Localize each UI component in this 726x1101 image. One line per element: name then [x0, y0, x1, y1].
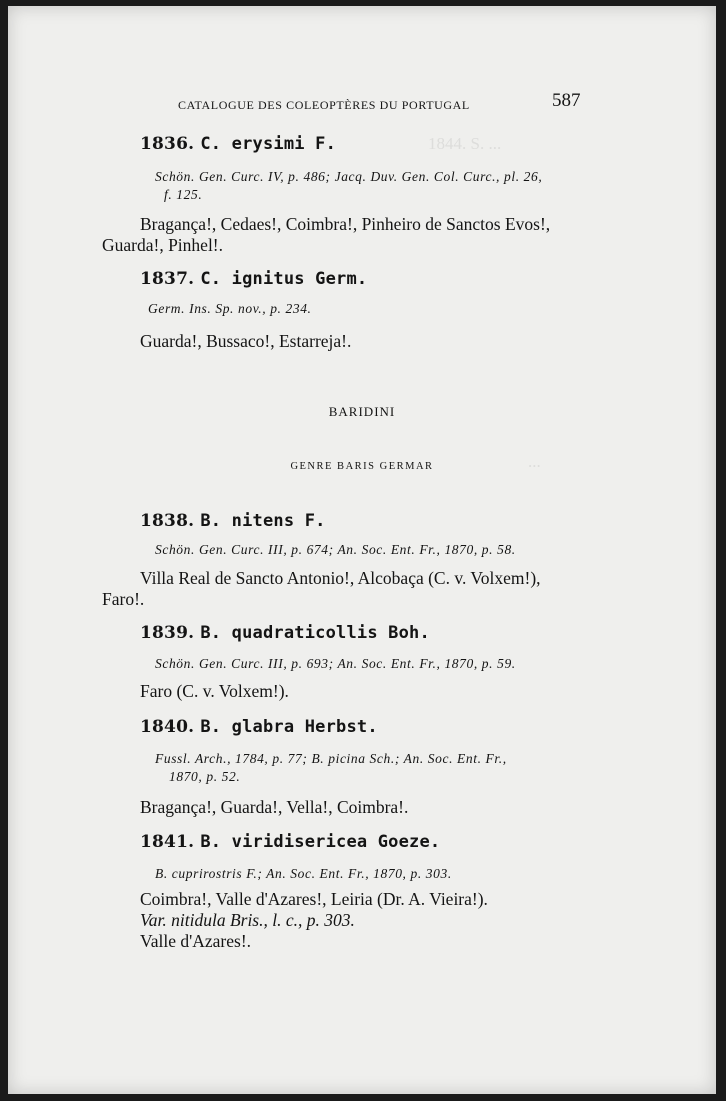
entry-locality-line: Faro!. — [102, 589, 145, 609]
entry-locality-line: Coimbra!, Valle d'Azares!, Leiria (Dr. A. Vieira!). — [140, 889, 488, 909]
entry-reference-line: Schön. Gen. Curc. III, p. 693; An. Soc. Ent. Fr., 1870, p. 59. — [155, 656, 516, 671]
genre-title: GENRE BARIS GERMAR — [290, 461, 434, 472]
entry-locality-line: Guarda!, Pinhel!. — [102, 235, 224, 255]
entry-locality-line: Faro (C. v. Volxem!). — [140, 681, 289, 701]
entry-locality-line: Bragança!, Cedaes!, Coimbra!, Pinheiro de Sanctos Evos!, — [140, 214, 551, 234]
entry-reference-line: Fussl. Arch., 1784, p. 77; B. picina Sch.; An. Soc. Ent. Fr., — [155, 751, 507, 766]
entry-heading — [140, 623, 430, 643]
section-title: BARIDINI — [328, 404, 396, 419]
entry-heading — [140, 511, 326, 531]
entry-heading — [140, 717, 378, 737]
entry-name: B. viridisericea Goeze. — [200, 832, 441, 852]
entry-heading — [140, 832, 440, 852]
entry-reference-line: Schön. Gen. Curc. III, p. 674; An. Soc. Ent. Fr., 1870, p. 58. — [155, 542, 516, 557]
entry-locality-line: Bragança!, Guarda!, Vella!, Coimbra!. — [140, 797, 409, 817]
running-head-title: CATALOGUE DES COLEOPTÈRES DU PORTUGAL — [178, 98, 470, 112]
entry-locality-line: Guarda!, Bussaco!, Estarreja!. — [140, 331, 352, 351]
entry-name: B. nitens F. — [200, 511, 326, 531]
page-number: 587 — [552, 90, 581, 111]
entry-locality-line: Villa Real de Sancto Antonio!, Alcobaça (C. v. Volxem!), — [140, 568, 541, 588]
document-page: 1844. S. ... ... CATALOGUE DES COLEOPTÈRES DU PORTUGAL 587 1836. C. erysimi F. Schön. Gen. Curc. IV, p. 486; Jacq. Duv. Gen. Col. Curc., pl. 26, f. 125. Bragança!, Cedaes!, Coimbra!, Pinheiro de Sanctos Evos!, Guarda!, Pinhel!. 1837. C. ignitus Germ. Germ. Ins. Sp. nov., p. 234. Guarda!, Bussaco!, Estarreja!. BARIDINI GENRE BARIS GERMAR 1838. B. nitens F. Schön. Gen. Curc. III, p. 674; An. Soc. Ent. Fr., 1870, p. 58. Villa Real de Sancto Antonio!, Alcobaça (C. v. Volxem!), Faro!. 1839. B. quadraticollis Boh. Schön. Gen. Curc. III, p. 693; An. Soc. Ent. Fr., 1870, p. 59. Faro (C. v. Volxem!). 1840. B. glabra Herbst. Fussl. Arch., 1784, p. 77; B. picina Sch.; An. Soc. Ent. Fr., 1870, p. 52. Bragança!, Guarda!, Vella!, Coimbra!. 1841. B. viridisericea Goeze. B. cuprirostris F.; An. Soc. Ent. Fr., 1870, p. 303. Coimbra!, Valle d'Azares!, Leiria (Dr. A. Vieira!). Var. nitidula Bris., l. c., p. 303. Valle d'Azares!. — [8, 6, 716, 1094]
entry-number: 1838. — [140, 511, 195, 531]
entry-reference-line: 1870, p. 52. — [169, 769, 241, 784]
entry-reference-line: Germ. Ins. Sp. nov., p. 234. — [148, 301, 312, 316]
entry-heading — [140, 134, 336, 154]
entry-number: 1836. — [140, 134, 195, 154]
entry-heading — [140, 269, 367, 289]
entry-reference-line: f. 125. — [164, 187, 203, 202]
entry-reference-line: B. cuprirostris F.; An. Soc. Ent. Fr., 1870, p. 303. — [155, 866, 452, 881]
entry-name: B. glabra Herbst. — [200, 717, 378, 737]
entry-reference-line: Schön. Gen. Curc. IV, p. 486; Jacq. Duv. Gen. Col. Curc., pl. 26, — [155, 169, 543, 184]
entry-number: 1840. — [140, 717, 195, 737]
entry-name: C. erysimi F. — [200, 134, 337, 154]
entry-number: 1841. — [140, 832, 195, 852]
entry-name: B. quadraticollis Boh. — [200, 623, 430, 643]
entry-number: 1839. — [140, 623, 195, 643]
entry-locality-line: Valle d'Azares!. — [140, 931, 252, 951]
entry-name: C. ignitus Germ. — [200, 269, 368, 289]
entry-number: 1837. — [140, 269, 195, 289]
entry-variety-line: Var. nitidula Bris., l. c., p. 303. — [140, 910, 355, 930]
